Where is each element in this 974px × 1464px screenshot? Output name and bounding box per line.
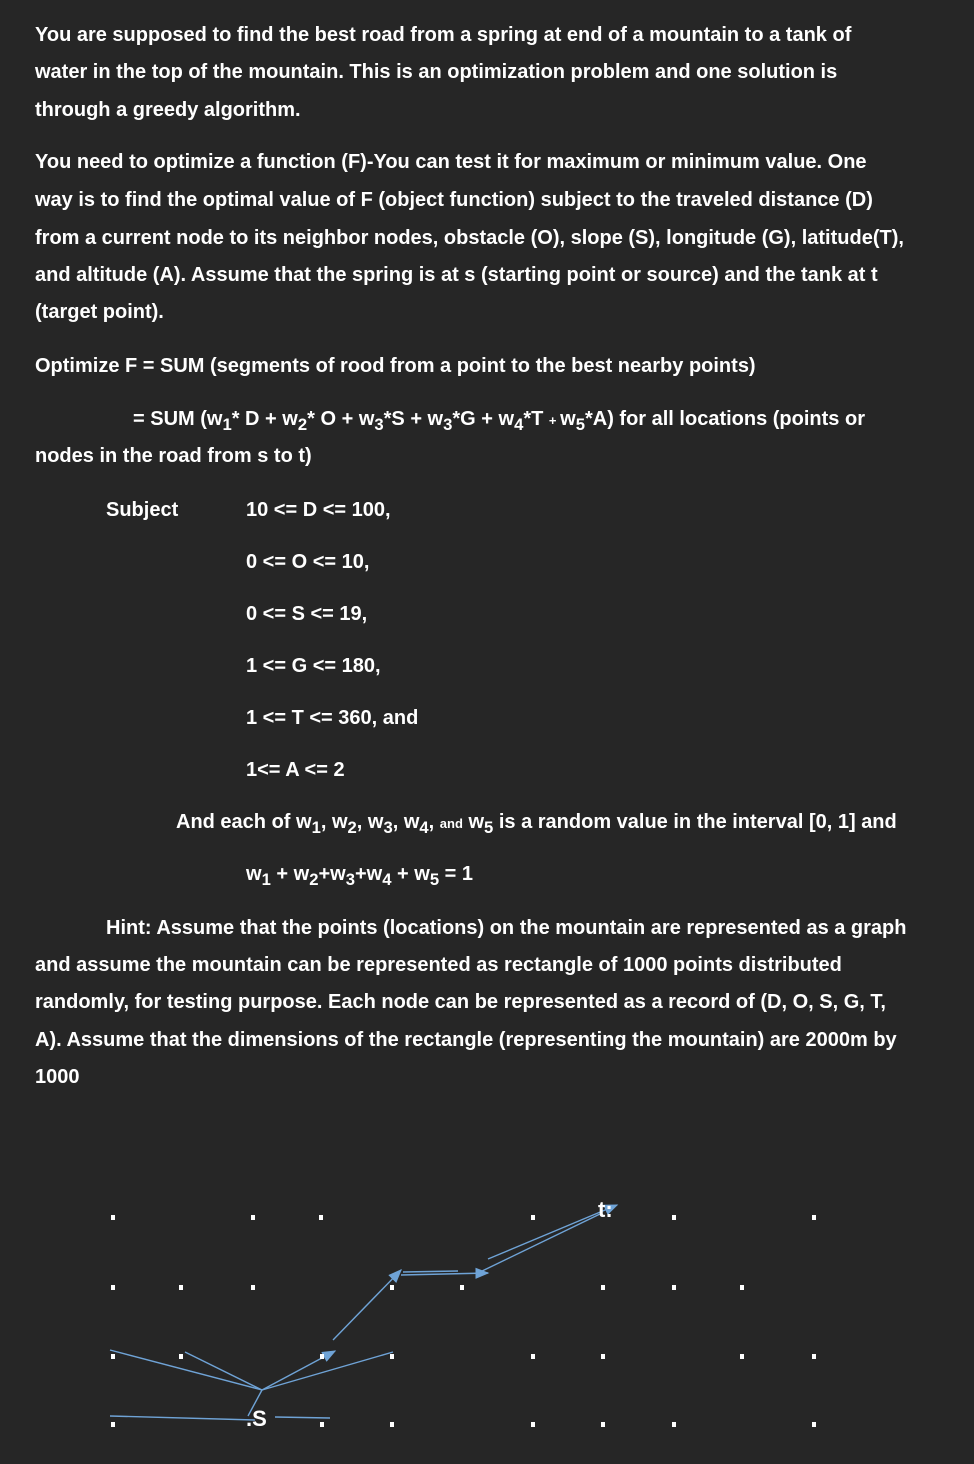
graph-node: [601, 1354, 605, 1359]
graph-node: [320, 1422, 324, 1427]
subscript: 1: [261, 870, 271, 889]
sum-part: = SUM (w: [133, 408, 223, 430]
mountain-graph-svg: [0, 1180, 974, 1464]
weights-part: ,: [428, 811, 440, 833]
sum-part: w: [560, 408, 576, 430]
graph-node: [390, 1422, 394, 1427]
intro-line-2: water in the top of the mountain. This is an optimization problem and one solution is: [35, 61, 838, 83]
optimize-statement: Optimize F = SUM (segments of rood from a point to the best nearby points): [35, 355, 756, 377]
sum-part: * O + w: [307, 408, 375, 430]
objective-line-2: way is to find the optimal value of F (object function) subject to the traveled distance (D): [35, 189, 873, 211]
weights-sum-part: + w: [391, 863, 430, 885]
weights-part: is a random value in the interval [0, 1] and: [493, 811, 897, 833]
subscript: 2: [297, 415, 308, 434]
weights-sum: [246, 862, 473, 892]
graph-edge: [333, 1270, 401, 1340]
subject-label: Subject: [106, 499, 179, 521]
subscript: 3: [443, 415, 453, 434]
weights-part: , w: [356, 811, 384, 833]
graph-edge: [110, 1416, 255, 1420]
constraint-obstacle: 0 <= O <= 10,: [246, 551, 370, 573]
graph-node: [179, 1354, 183, 1359]
subscript: 3: [383, 818, 393, 837]
constraint-altitude: 1<= A <= 2: [246, 759, 345, 781]
graph-edge: [110, 1350, 262, 1390]
sum-part: *G + w: [452, 408, 515, 430]
objective-line-1: You need to optimize a function (F)-You can test it for maximum or minimum value. One: [35, 151, 867, 173]
constraint-longitude: 1 <= G <= 180,: [246, 655, 381, 677]
constraint-distance: 10 <= D <= 100,: [246, 499, 391, 521]
objective-line-5: (target point).: [35, 301, 164, 323]
weights-sum-part: = 1: [439, 863, 474, 885]
small-plus: +: [548, 413, 561, 428]
subscript: 2: [347, 818, 357, 837]
small-and: and: [439, 816, 463, 831]
graph-node: [740, 1285, 744, 1290]
hint-line-4: A). Assume that the dimensions of the rectangle (representing the mountain) are 2000m by: [35, 1029, 897, 1051]
graph-edge: [185, 1352, 262, 1390]
subscript: 1: [311, 818, 321, 837]
weights-part: w: [462, 811, 485, 833]
mountain-graph: [0, 1180, 974, 1464]
subscript: 3: [345, 870, 355, 889]
graph-node: [319, 1215, 323, 1220]
graph-edge: [401, 1273, 488, 1275]
sum-formula: [133, 407, 865, 437]
subscript: 5: [484, 818, 494, 837]
graph-edge: [262, 1351, 335, 1390]
graph-node: [320, 1354, 324, 1359]
graph-node: [601, 1285, 605, 1290]
intro-line-3: through a greedy algorithm.: [35, 99, 301, 121]
graph-node: [111, 1354, 115, 1359]
graph-node: [531, 1215, 535, 1220]
weights-statement: [176, 810, 897, 840]
sum-part: * D + w: [231, 408, 298, 430]
weights-sum-part: +w: [318, 863, 346, 885]
graph-edge: [478, 1214, 600, 1273]
sum-part: *A) for all locations (points or: [584, 408, 865, 430]
graph-node: [672, 1285, 676, 1290]
graph-node: [812, 1215, 816, 1220]
graph-node: [179, 1285, 183, 1290]
subscript: 4: [382, 870, 392, 889]
graph-node: [812, 1354, 816, 1359]
sum-part: *S + w: [383, 408, 444, 430]
subscript: 2: [309, 870, 319, 889]
graph-node: [812, 1422, 816, 1427]
target-node-label: t:: [598, 1197, 613, 1222]
subscript: 1: [222, 415, 232, 434]
graph-node: [460, 1285, 464, 1290]
graph-node: [111, 1422, 115, 1427]
weights-sum-part: w: [246, 863, 262, 885]
graph-node: [390, 1285, 394, 1290]
hint-line-1: Hint: Assume that the points (locations) on the mountain are represented as a graph: [106, 917, 907, 939]
subscript: 4: [419, 818, 429, 837]
graph-node: [672, 1422, 676, 1427]
weights-part: , w: [320, 811, 348, 833]
subscript: 4: [514, 415, 524, 434]
objective-line-4: and altitude (A). Assume that the spring is at s (starting point or source) and the tank at t: [35, 264, 878, 286]
objective-line-3: from a current node to its neighbor nodes, obstacle (O), slope (S), longitude (G), latitude(T),: [35, 227, 904, 249]
graph-node: [111, 1285, 115, 1290]
subscript: 3: [374, 415, 384, 434]
constraint-latitude: 1 <= T <= 360, and: [246, 707, 419, 729]
graph-edge: [275, 1417, 330, 1418]
graph-node: [390, 1354, 394, 1359]
sum-formula-line-2: nodes in the road from s to t): [35, 445, 312, 467]
graph-edge: [262, 1352, 393, 1390]
intro-line-1: You are supposed to find the best road from a spring at end of a mountain to a tank of: [35, 24, 852, 46]
graph-node: [601, 1422, 605, 1427]
graph-nodes: [111, 1215, 816, 1427]
subscript: 5: [429, 870, 440, 889]
graph-node: [251, 1285, 255, 1290]
graph-node: [531, 1422, 535, 1427]
weights-sum-part: + w: [270, 863, 310, 885]
graph-edge: [403, 1271, 458, 1272]
hint-line-2: and assume the mountain can be represented as rectangle of 1000 points distributed: [35, 954, 842, 976]
graph-node: [111, 1215, 115, 1220]
source-node-label: .S: [246, 1406, 267, 1431]
weights-part: And each of w: [176, 811, 312, 833]
hint-line-5: 1000: [35, 1066, 80, 1088]
graph-node: [672, 1215, 676, 1220]
graph-node: [251, 1215, 255, 1220]
subscript: 5: [575, 415, 585, 434]
hint-line-3: randomly, for testing purpose. Each node can be represented as a record of (D, O, S, G, T,: [35, 991, 886, 1013]
graph-node: [740, 1354, 744, 1359]
constraint-slope: 0 <= S <= 19,: [246, 603, 368, 625]
sum-part: *T: [523, 408, 549, 430]
weights-sum-part: +w: [354, 863, 383, 885]
weights-part: , w: [392, 811, 420, 833]
graph-node: [531, 1354, 535, 1359]
